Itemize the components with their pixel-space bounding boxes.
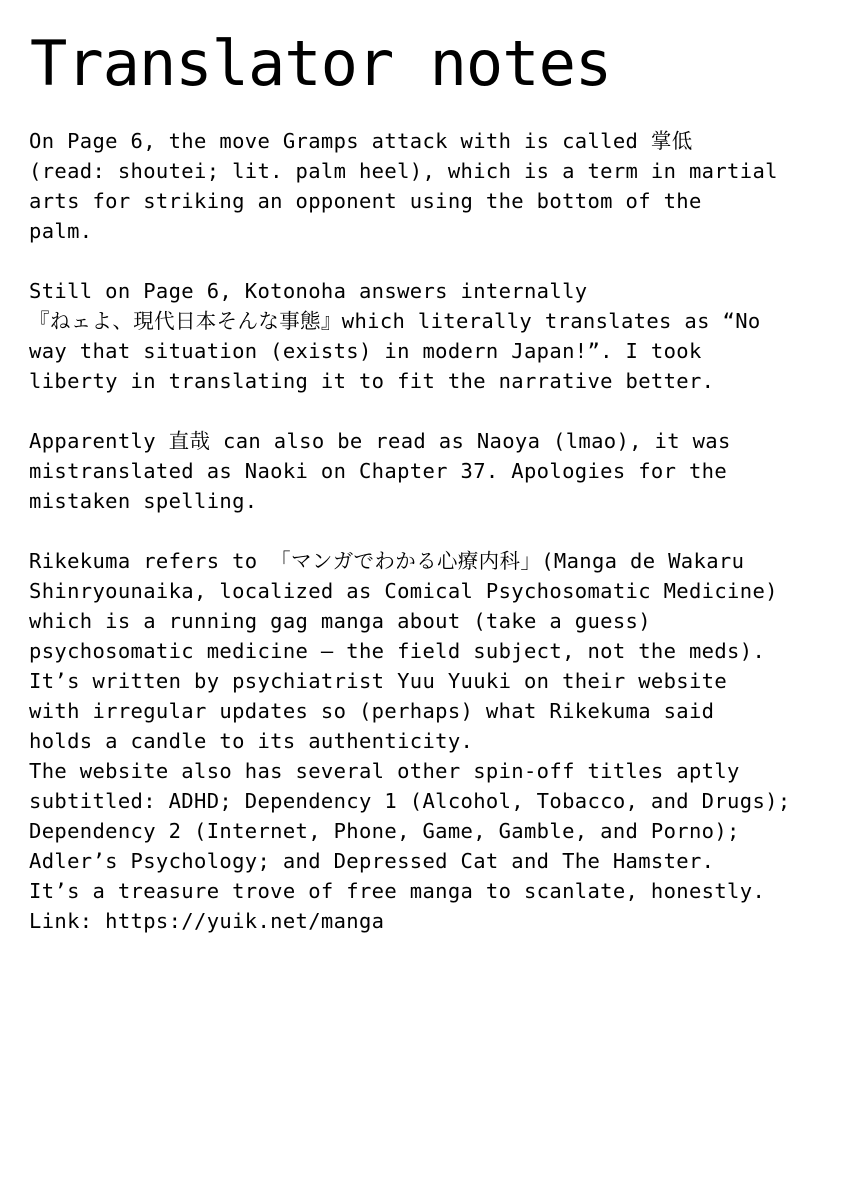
page-title: Translator notes <box>30 27 612 100</box>
note-paragraph-kotonoha <box>29 276 819 396</box>
manga-link-text: Link: https://yuik.net/manga <box>29 909 385 933</box>
note-line: which is a running gag manga about (take a guess) <box>29 609 651 633</box>
note-line: On Page 6, the move Gramps attack with is called 掌低 <box>29 129 693 153</box>
note-line: arts for striking an opponent using the bottom of the <box>29 189 702 213</box>
note-line: (read: shoutei; lit. palm heel), which is a term in martial <box>29 159 778 183</box>
note-paragraph-palm-heel <box>29 126 819 246</box>
translator-notes-body <box>29 126 819 936</box>
note-line: liberty in translating it to fit the narrative better. <box>29 369 715 393</box>
note-line: holds a candle to its authenticity. <box>29 729 474 753</box>
note-line: Rikekuma refers to 「マンガでわかる心療内科」(Manga de Wakaru <box>29 549 745 573</box>
note-line: Dependency 2 (Internet, Phone, Game, Gamble, and Porno); <box>29 819 740 843</box>
note-line: Adler’s Psychology; and Depressed Cat and The Hamster. <box>29 849 715 873</box>
note-line: with irregular updates so (perhaps) what Rikekuma said <box>29 699 715 723</box>
note-line: Apparently 直哉 can also be read as Naoya (lmao), it was <box>29 429 731 453</box>
note-line: Still on Page 6, Kotonoha answers internally <box>29 279 588 303</box>
note-line: psychosomatic medicine – the field subject, not the meds). <box>29 639 766 663</box>
note-line: palm. <box>29 219 93 243</box>
note-paragraph-naoya <box>29 426 819 516</box>
note-line: mistranslated as Naoki on Chapter 37. Apologies for the <box>29 459 728 483</box>
note-line: It’s a treasure trove of free manga to scanlate, honestly. <box>29 879 766 903</box>
note-line: The website also has several other spin-off titles aptly <box>29 759 740 783</box>
note-line: mistaken spelling. <box>29 489 258 513</box>
note-paragraph-rikekuma <box>29 546 819 936</box>
note-line: subtitled: ADHD; Dependency 1 (Alcohol, Tobacco, and Drugs); <box>29 789 791 813</box>
note-line: Shinryounaika, localized as Comical Psychosomatic Medicine) <box>29 579 778 603</box>
note-line: It’s written by psychiatrist Yuu Yuuki on their website <box>29 669 728 693</box>
note-line: way that situation (exists) in modern Japan!”. I took <box>29 339 702 363</box>
note-line: 『ねェよ、現代日本そんな事態』which literally translates as “No <box>29 309 761 333</box>
